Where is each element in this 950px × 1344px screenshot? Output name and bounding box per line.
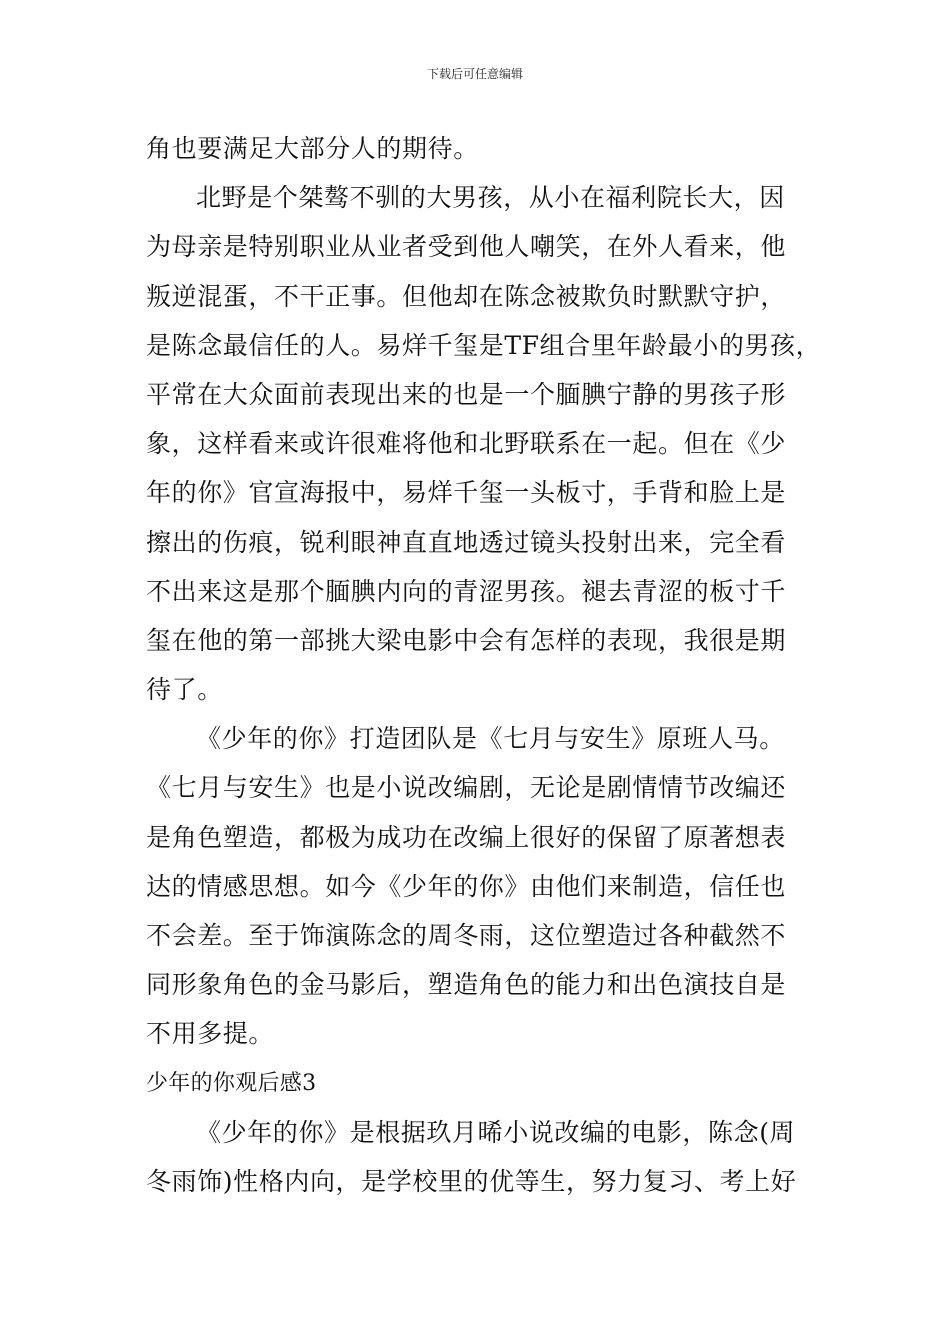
text-line: 《七月与安生》也是小说改编剧，无论是剧情情节改编还	[146, 773, 787, 803]
text-line: 角也要满足大部分人的期待。	[146, 134, 479, 163]
text-line: 为母亲是特别职业从业者受到他人嘲笑，在外人看来，他	[146, 232, 787, 262]
text-line: 年的你》官宣海报中，易烊千玺一头板寸，手背和脸上是	[146, 478, 787, 508]
document-body	[146, 124, 822, 1206]
text-line: 玺在他的第一部挑大梁电影中会有怎样的表现，我很是期	[146, 625, 787, 655]
text-line: 不会差。至于饰演陈念的周冬雨，这位塑造过各种截然不	[146, 921, 787, 950]
text-line: 同形象角色的金马影后，塑造角色的能力和出色演技自是	[146, 970, 787, 1000]
text-line: 不出来这是那个腼腆内向的青涩男孩。褪去青涩的板寸千	[146, 576, 787, 606]
text-line: 冬雨饰)性格内向，是学校里的优等生，努力复习、考上好	[146, 1166, 797, 1196]
text-line: 待了。	[146, 675, 223, 705]
section-heading: 少年的你观后感3	[146, 1070, 317, 1096]
paragraph-start-line: 北野是个桀骜不驯的大男孩，从小在福利院长大，因	[196, 183, 785, 213]
paragraph-start-line: 《少年的你》是根据玖月晞小说改编的电影，陈念(周	[196, 1117, 796, 1147]
text-line: 象，这样看来或许很难将他和北野联系在一起。但在《少	[146, 429, 787, 459]
text-line: 平常在大众面前表现出来的也是一个腼腆宁静的男孩子形	[146, 379, 787, 409]
paragraph-start-line: 《少年的你》打造团队是《七月与安生》原班人马。	[196, 724, 785, 754]
text-line: 不用多提。	[146, 1019, 275, 1049]
text-line: 叛逆混蛋，不干正事。但他却在陈念被欺负时默默守护，	[146, 281, 787, 311]
text-line: 擦出的伤痕，锐利眼神直直地透过镜头投射出来，完全看	[146, 527, 787, 557]
text-line: 是陈念最信任的人。易烊千玺是TF组合里年龄最小的男孩，	[146, 330, 822, 360]
page-header: 下载后可任意编辑	[426, 67, 523, 81]
text-line: 是角色塑造，都极为成功在改编上很好的保留了原著想表	[146, 822, 787, 852]
text-line: 达的情感思想。如今《少年的你》由他们来制造，信任也	[146, 871, 787, 901]
